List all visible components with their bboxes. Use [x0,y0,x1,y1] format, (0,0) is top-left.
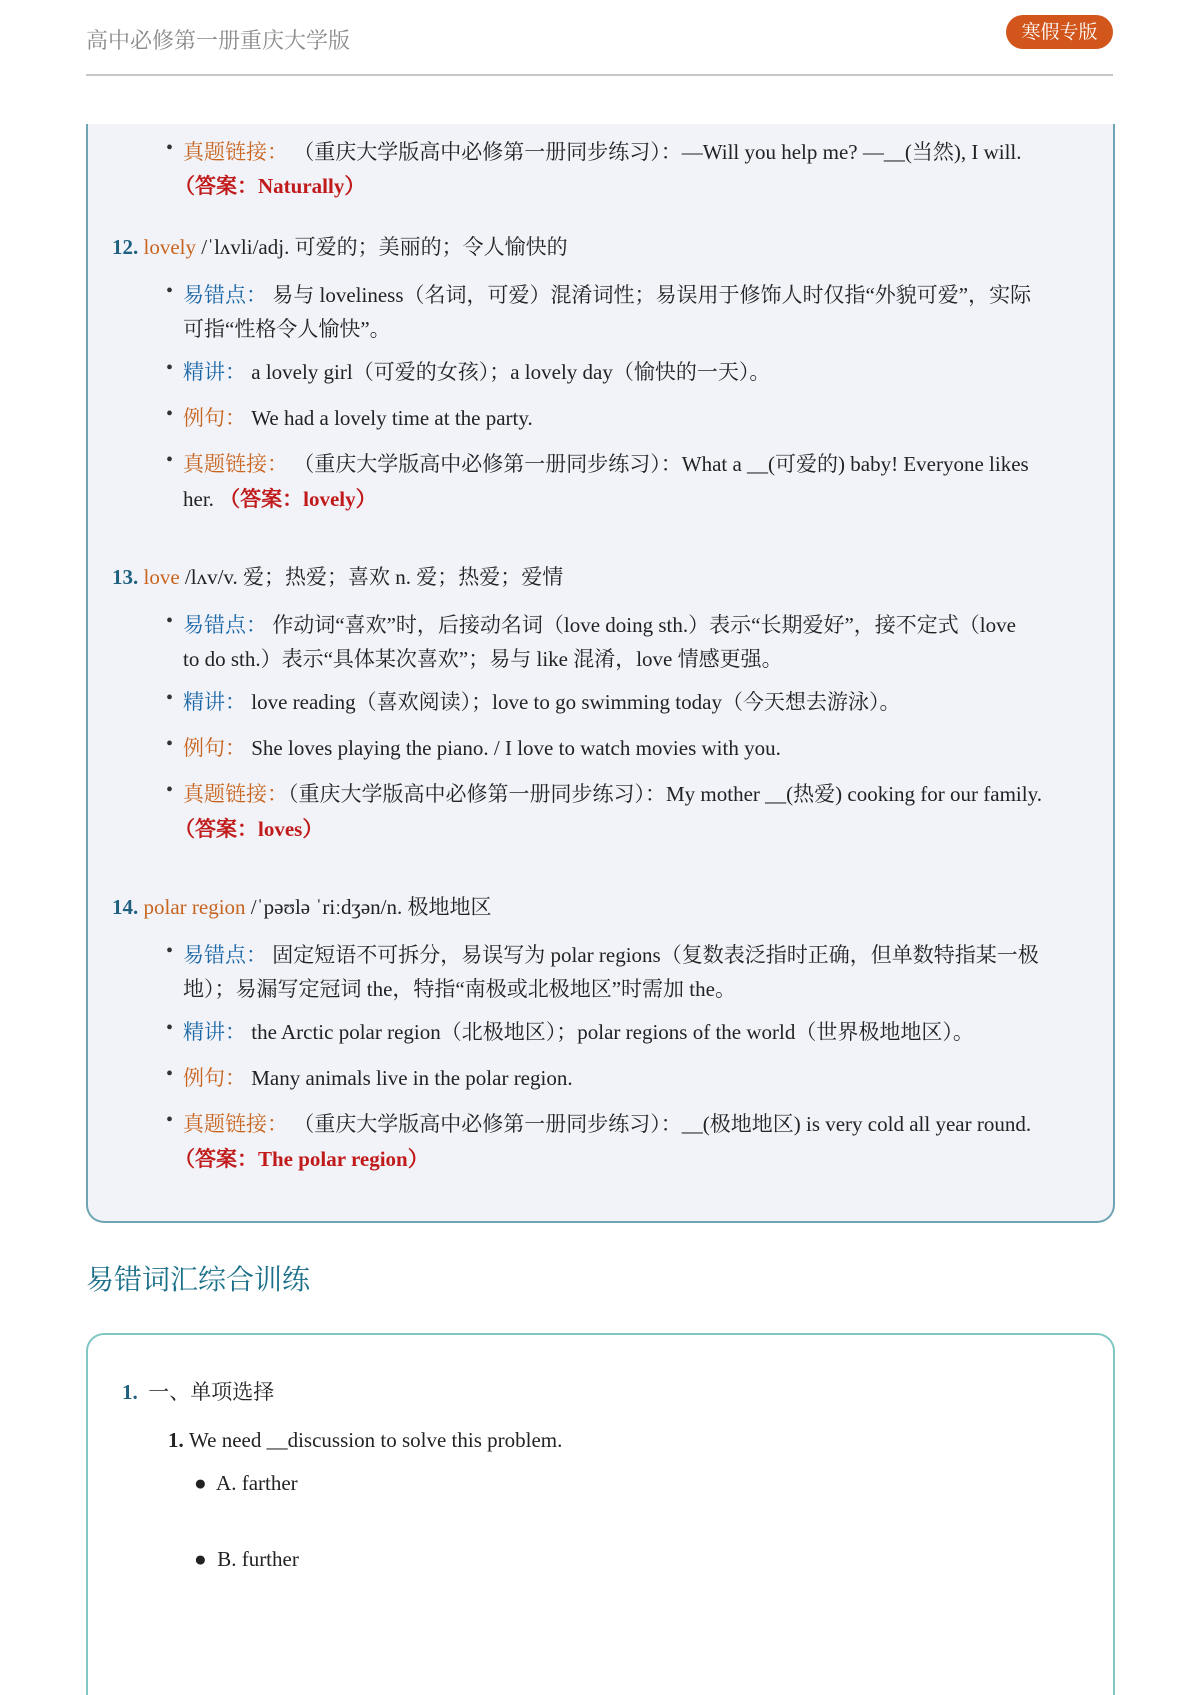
liju-line [183,402,533,432]
answer-line [174,170,365,200]
option-b[interactable] [194,1547,299,1572]
liju-text: Many animals live in the polar region. [251,1066,573,1090]
zhenti-label: 真题链接： [183,140,288,164]
yicuo-label: 易错点： [183,943,267,967]
yicuo-line [183,609,1016,639]
entry-number: 13. [112,565,139,589]
liju-line [183,1062,573,1092]
yicuo-text: 作动词“喜欢”时，后接动名词（love doing sth.）表示“长期爱好”，接不定式（love [272,613,1016,637]
jingjiang-text: love reading（喜欢阅读）；love to go swimming today（今天想去游泳）。 [251,690,901,714]
exercise-box [86,1333,1115,1695]
header-title: 高中必修第一册重庆大学版 [86,28,351,53]
vocab-notes-box [86,124,1115,1223]
bullet-dot: • [166,1109,174,1131]
exercise-group-heading [122,1376,274,1406]
liju-line [183,732,781,762]
liju-text: We had a lovely time at the party. [251,406,533,430]
vocab-entry-lovely [112,231,568,261]
bullet-dot: • [166,357,174,379]
option-label: B. further [217,1547,299,1571]
zhenti-line [183,136,1022,166]
question-number: 1. [168,1428,184,1452]
liju-label: 例句： [183,736,246,760]
bullet-dot: • [166,280,174,302]
zhenti-text-cont [183,483,377,513]
zhenti-label: 真题链接： [183,782,288,806]
yicuo-text: 易与 loveliness（名词，可爱）混淆词性；易误用于修饰人时仅指“外貌可爱”，实际 [272,283,1032,307]
header-divider [86,74,1113,76]
bullet-dot: • [166,137,174,159]
question-text: We need __discussion to solve this problem. [189,1428,563,1452]
zhenti-text: （重庆大学版高中必修第一册同步练习）：My mother __(热爱) cooking for our family. [288,782,1042,806]
zhenti-line [183,778,1042,808]
entry-definition: /lʌv/v. 爱；热爱；喜欢 n. 爱；热爱；爱情 [179,565,564,589]
jingjiang-line [183,686,900,716]
bullet-dot: • [166,1017,174,1039]
yicuo-line [183,939,1039,969]
zhenti-text: （重庆大学版高中必修第一册同步练习）：—Will you help me? —__(当然), I will. [293,140,1022,164]
option-label: A. farther [216,1471,298,1495]
zhenti-text: （重庆大学版高中必修第一册同步练习）：What a __(可爱的) baby! Everyone likes [293,452,1029,476]
zhenti-text-tail: her. [183,487,214,511]
answer-text: （答案：The polar region） [174,1147,429,1171]
zhenti-label: 真题链接： [183,1112,288,1136]
entry-definition: /ˈlʌvli/adj. 可爱的；美丽的；令人愉快的 [196,235,568,259]
yicuo-line [183,279,1031,309]
answer-text: （答案：loves） [174,817,324,841]
jingjiang-label: 精讲： [183,690,246,714]
group-title: 一、单项选择 [148,1380,275,1404]
entry-word: lovely [143,235,196,259]
liju-text: She loves playing the piano. / I love to watch movies with you. [251,736,781,760]
yicuo-text-cont: to do sth.）表示“具体某次喜欢”；易与 like 混淆，love 情感更强。 [183,647,783,671]
zhenti-line [183,448,1029,478]
vocab-entry-love [112,561,563,591]
jingjiang-label: 精讲： [183,1020,246,1044]
question [168,1428,562,1453]
jingjiang-label: 精讲： [183,360,246,384]
group-number: 1. [122,1380,138,1404]
bullet-dot: • [166,1063,174,1085]
bullet-dot: • [166,940,174,962]
answer-line [174,813,323,843]
entry-number: 14. [112,895,139,919]
entry-number: 12. [112,235,139,259]
jingjiang-line [183,356,770,386]
yicuo-text: 固定短语不可拆分，易误写为 polar regions（复数表泛指时正确，但单数特指某一极 [272,943,1039,967]
jingjiang-text: the Arctic polar region（北极地区）；polar regions of the world（世界极地地区）。 [251,1020,974,1044]
yicuo-label: 易错点： [183,283,267,307]
option-a[interactable] [194,1471,298,1496]
yicuo-text-cont: 可指“性格令人愉快”。 [183,317,391,341]
answer-text: （答案：lovely） [219,487,377,511]
zhenti-text: （重庆大学版高中必修第一册同步练习）：__(极地地区) is very cold all year round. [293,1112,1032,1136]
entry-definition: /ˈpəʊlə ˈriːdʒən/n. 极地地区 [245,895,492,919]
zhenti-label: 真题链接： [183,452,288,476]
yicuo-text-cont: 地）；易漏写定冠词 the，特指“南极或北极地区”时需加 the。 [183,977,736,1001]
entry-word: love [143,565,180,589]
bullet-dot: • [166,449,174,471]
option-bullet: ● [194,1471,207,1495]
zhenti-line [183,1108,1031,1138]
jingjiang-line [183,1016,974,1046]
liju-label: 例句： [183,406,246,430]
liju-label: 例句： [183,1066,246,1090]
jingjiang-text: a lovely girl（可爱的女孩）；a lovely day（愉快的一天）。 [251,360,771,384]
bullet-dot: • [166,610,174,632]
bullet-dot: • [166,733,174,755]
answer-line [174,1143,429,1173]
bullet-dot: • [166,687,174,709]
vocab-entry-polar-region [112,891,492,921]
entry-word: polar region [143,895,246,919]
bullet-dot: • [166,403,174,425]
bullet-dot: • [166,779,174,801]
yicuo-label: 易错点： [183,613,267,637]
edition-badge: 寒假专版 [1006,15,1113,49]
option-bullet: ● [194,1547,207,1571]
answer-text: （答案：Naturally） [174,174,366,198]
section-title: 易错词汇综合训练 [86,1263,311,1296]
